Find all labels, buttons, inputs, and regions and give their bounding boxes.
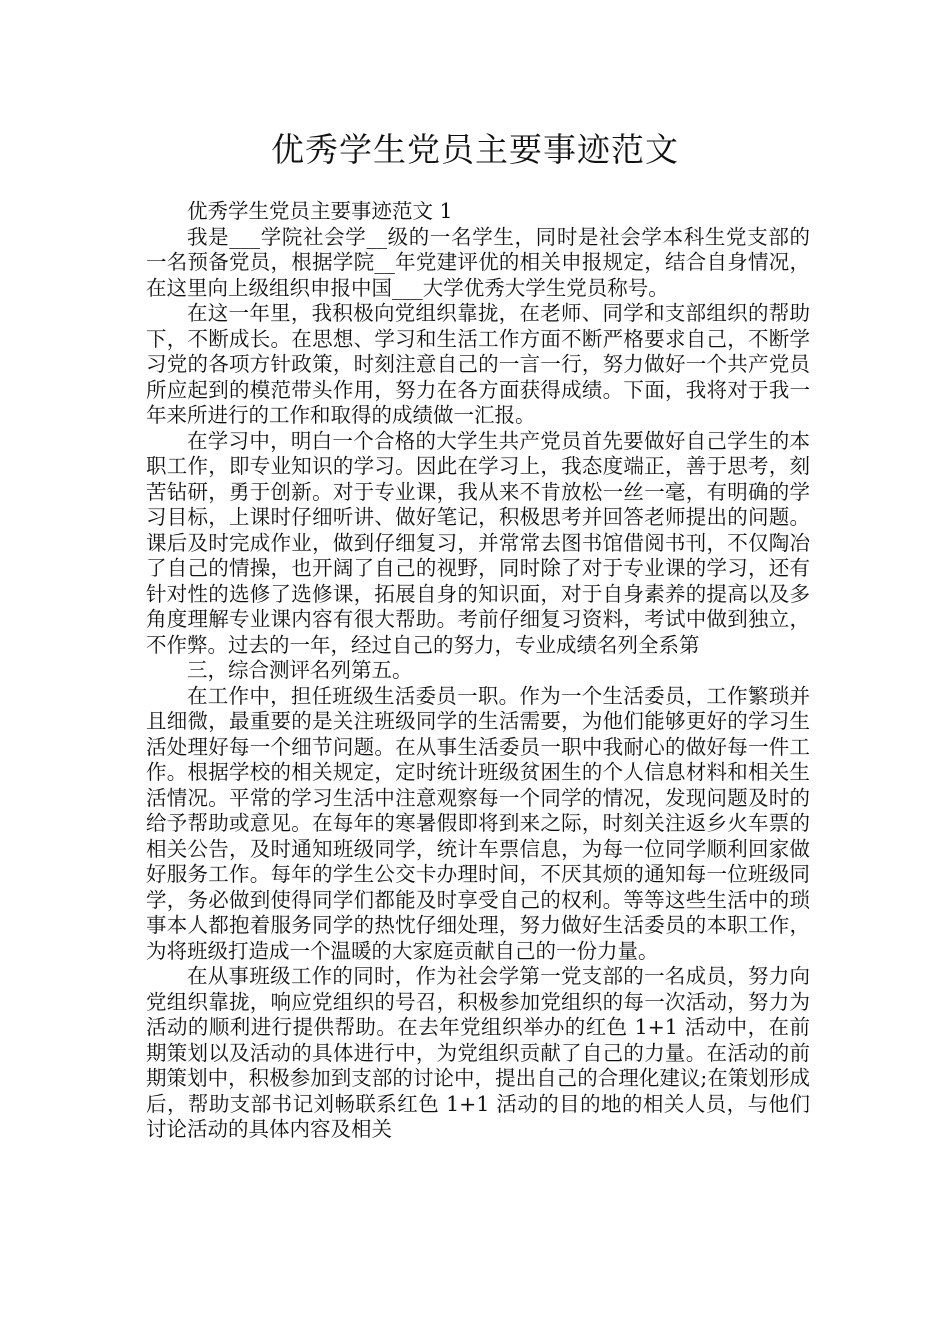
paragraph-study-continued: 三，综合测评名列第五。 [187, 658, 413, 682]
paragraph-party-activity: 在从事班级工作的同时，作为社会学第一党支部的一名成员，努力向党组织靠拢，响应党组织的号召，积极参加党组织的每一次活动，努力为活动的顺利进行提供帮助。在去年党组织举办的红色 1+1 活动中，在前期策划以及活动的具体进行中，为党组织贡献了自己的力量。在活动的前期策划中，积极参加到支部的讨论中，提出自己的合理化建议;在策划形成后，帮助支部书记刘畅联系红色 1+1 活动的目的地的相关人员，与他们讨论活动的具体内容及相关 [146, 964, 810, 1141]
paragraph-overview: 在这一年里，我积极向党组织靠拢，在老师、同学和支部组织的帮助下，不断成长。在思想、学习和生活工作方面不断严格要求自己，不断学习党的各项方针政策，时刻注意自己的一言一行，努力做好一个共产党员所应起到的模范带头作用，努力在各方面获得成绩。下面，我将对于我一年来所进行的工作和取得的成绩做一汇报。 [146, 301, 810, 427]
paragraph-work: 在工作中，担任班级生活委员一职。作为一个生活委员，工作繁琐并且细微，最重要的是关注班级同学的生活需要，为他们能够更好的学习生活处理好每一个细节问题。在从事生活委员一职中我耐心的做好每一件工作。根据学校的相关规定，定时统计班级贫困生的个人信息材料和相关生活情况。平常的学习生活中注意观察每一个同学的情况，发现问题及时的给予帮助或意见。在每年的寒暑假即将到来之际，时刻关注返乡火车票的相关公告，及时通知班级同学，统计车票信息，为每一位同学顺利回家做好服务工作。每年的学生公交卡办理时间，不厌其烦的通知每一位班级同学，务必做到使得同学们都能及时享受自己的权利。等等这些生活中的琐事本人都抱着服务同学的热忱仔细处理，努力做好生活委员的本职工作，为将班级打造成一个温暖的大家庭贡献自己的一份力量。 [146, 683, 810, 963]
paragraph-introduction: 我是___学院社会学__级的一名学生，同时是社会学本科生党支部的一名预备党员，根据学院__年党建评优的相关申报规定，结合自身情况，在这里向上级组织申报中国___大学优秀大学生党员称号。 [146, 224, 810, 300]
document-body [146, 199, 810, 1143]
paragraph-study: 在学习中，明白一个合格的大学生共产党员首先要做好自己学生的本职工作，即专业知识的学习。因此在学习上，我态度端正，善于思考，刻苦钻研，勇于创新。对于专业课，我从来不肯放松一丝一毫，有明确的学习目标，上课时仔细听讲、做好笔记，积极思考并回答老师提出的问题。课后及时完成作业，做到仔细复习，并常常去图书馆借阅书刊，不仅陶冶了自己的情操，也开阔了自己的视野，同时除了对于专业课的学习，还有针对性的选修了选修课，拓展自身的知识面，对于自身素养的提高以及多角度理解专业课内容有很大帮助。考前仔细复习资料，考试中做到独立，不作弊。过去的一年，经过自己的努力，专业成绩名列全系第 [146, 428, 810, 657]
document-title: 优秀学生党员主要事迹范文 [271, 130, 679, 169]
section-heading: 优秀学生党员主要事迹范文 1 [187, 199, 453, 223]
